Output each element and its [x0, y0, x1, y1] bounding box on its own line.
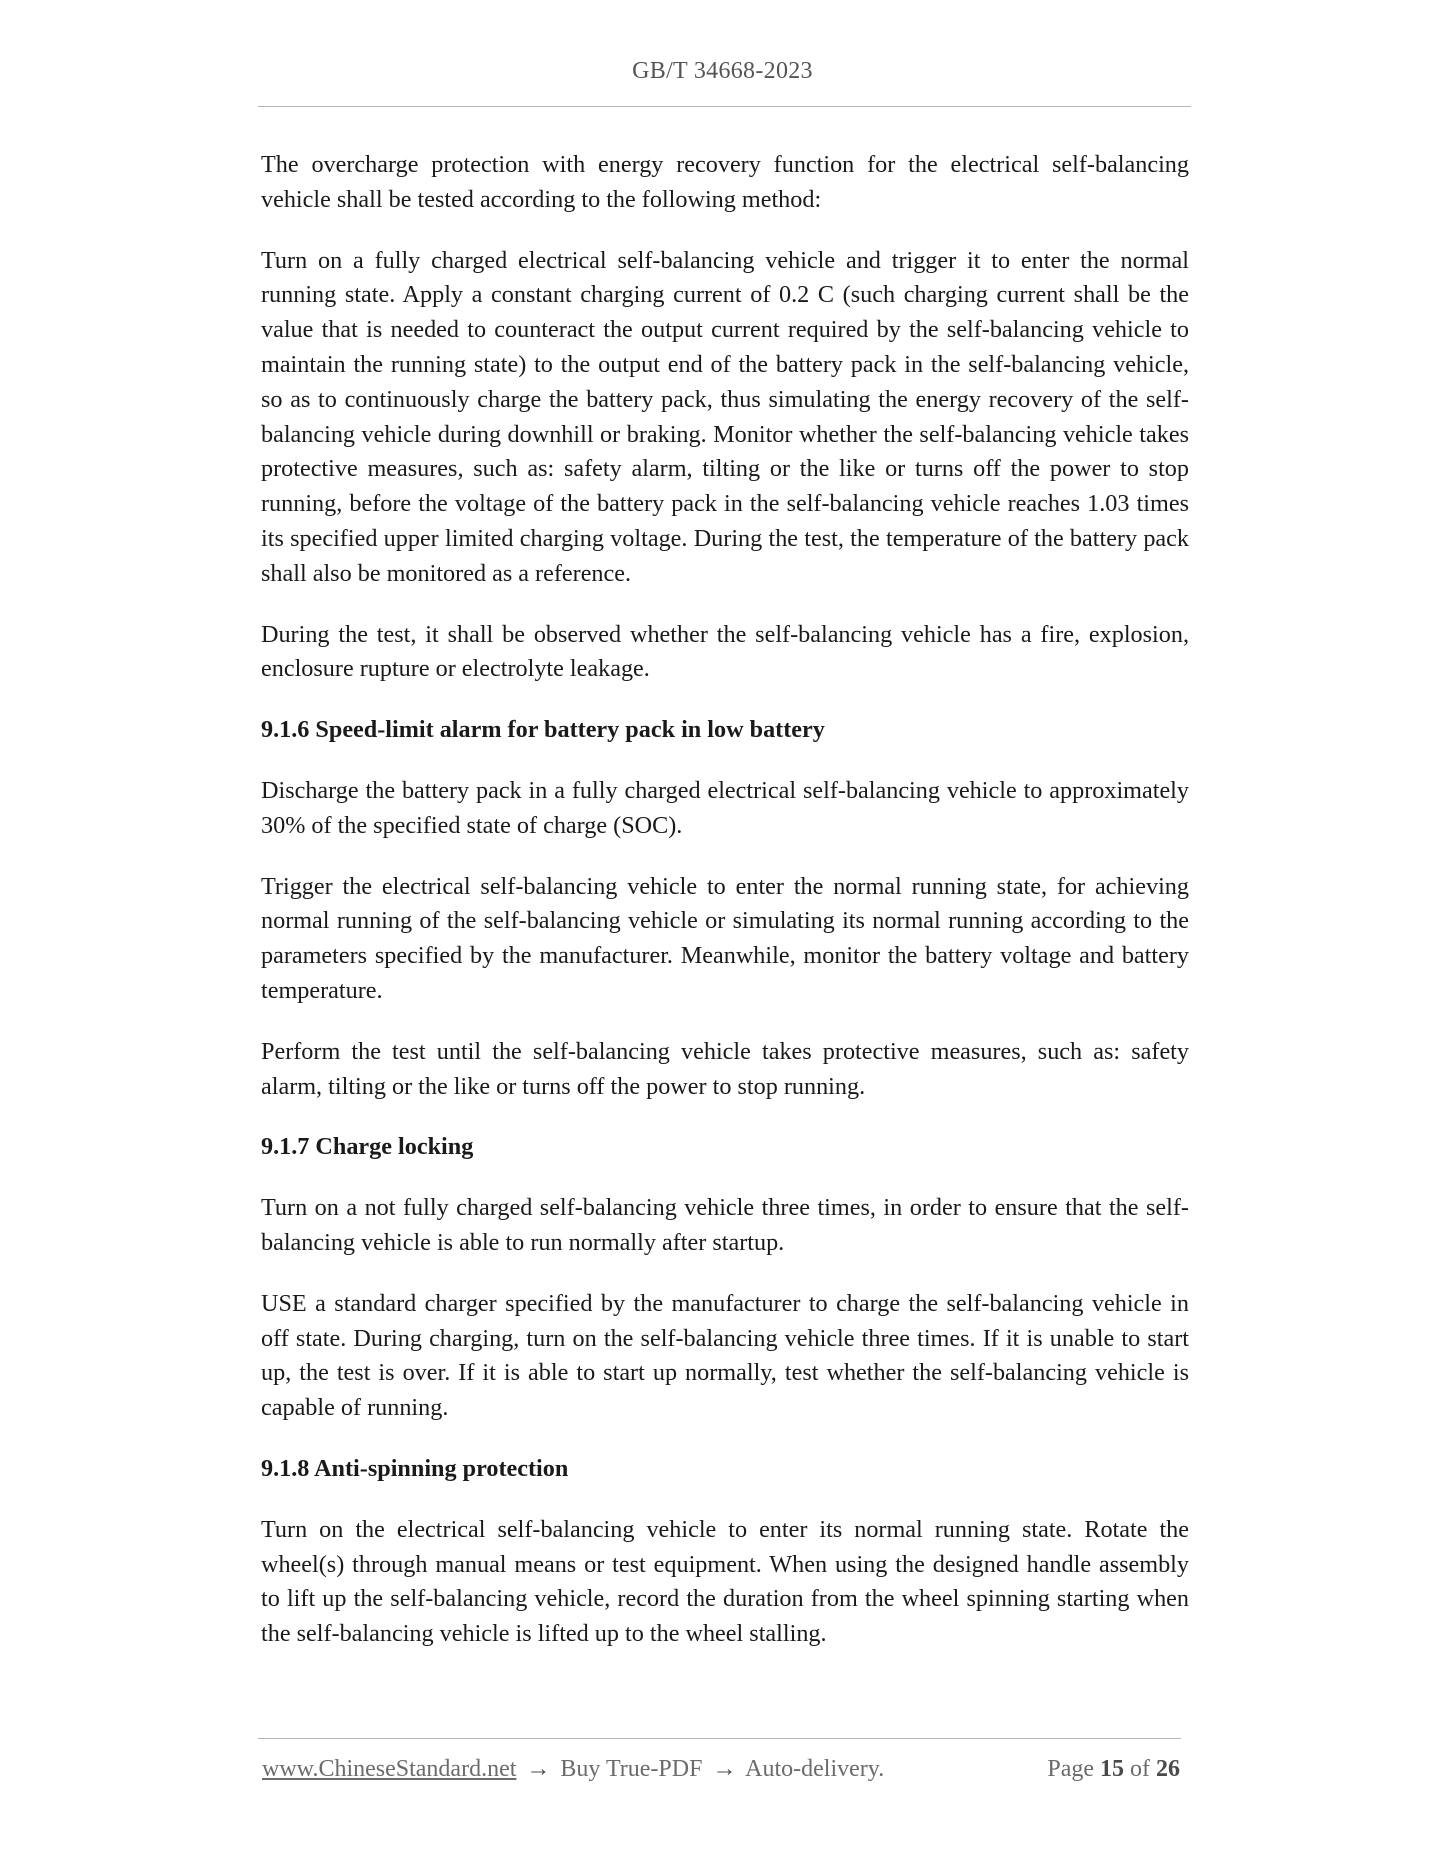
paragraph-standard-charger: USE a standard charger specified by the manufacturer to charge the self-balancing vehicle in off state. During charging, turn on the self-balancing vehicle three times. If it is unable to start up, the test is over. If it is able to start up normally, test whether the self-balancing vehicle is capable of running. — [261, 1289, 1189, 1422]
paragraph-overcharge-intro: The overcharge protection with energy recovery function for the electrical self-balancing vehicle shall be tested according to the following method: — [261, 151, 1189, 213]
paragraph-turn-on-three-times: Turn on a not fully charged self-balancing vehicle three times, in order to ensure that the self-balancing vehicle is able to run normally after startup. — [261, 1194, 1189, 1256]
section-heading-9-1-7: 9.1.7 Charge locking — [261, 1133, 474, 1161]
right-arrow-icon: → — [526, 1756, 551, 1782]
footer-promo — [262, 1756, 884, 1783]
page-current: 15 — [1100, 1756, 1124, 1782]
paragraph-discharge: Discharge the battery pack in a fully charged electrical self-balancing vehicle to approximately 30% of the specified state of charge (SOC). — [261, 776, 1189, 839]
paragraph-overcharge-method: Turn on a fully charged electrical self-balancing vehicle and trigger it to enter the normal running state. Apply a constant charging current of 0.2 C (such charging current shall be the value that is needed to counteract the output current required by the self-balancing vehicle to maintain the running state) to the output end of the battery pack in the self-balancing vehicle, so as to continuously charge the battery pack, thus simulating the energy recovery of the self-balancing vehicle during downhill or braking. Monitor whether the self-balancing vehicle takes protective measures, such as: safety alarm, tilting or the like or turns off the power to stop running, before the voltage of the battery pack in the self-balancing vehicle reaches 1.03 times its specified upper limited charging voltage. During the test, the temperature of the battery pack shall also be monitored as a reference. — [261, 246, 1189, 587]
paragraph-anti-spinning: Turn on the electrical self-balancing vehicle to enter its normal running state. Rotate the wheel(s) through manual means or test equipment. When using the designed handle assembly to lift up the self-balancing vehicle, record the duration from the wheel spinning starting when the self-balancing vehicle is lifted up to the wheel stalling. — [261, 1515, 1189, 1648]
buy-true-pdf-text: Buy True-PDF — [560, 1756, 703, 1782]
section-heading-9-1-6: 9.1.6 Speed-limit alarm for battery pack in low battery — [261, 716, 825, 744]
header-divider — [258, 106, 1191, 107]
auto-delivery-text: Auto-delivery. — [745, 1756, 885, 1782]
section-heading-9-1-8: 9.1.8 Anti-spinning protection — [261, 1454, 569, 1482]
page-label: Page — [1047, 1756, 1094, 1782]
site-link[interactable]: www.ChineseStandard.net — [262, 1756, 517, 1782]
paragraph-trigger-running: Trigger the electrical self-balancing vehicle to enter the normal running state, for achieving normal running of the self-balancing vehicle or simulating its normal running according to the parameters specified by the manufacturer. Meanwhile, monitor the battery voltage and battery temperature. — [261, 872, 1189, 1004]
paragraph-perform-test: Perform the test until the self-balancing vehicle takes protective measures, such as: safety alarm, tilting or the like or turns off the power to stop running. — [261, 1037, 1189, 1100]
page-number — [1047, 1756, 1180, 1783]
document-code-header: GB/T 34668-2023 — [632, 58, 813, 84]
paragraph-overcharge-observation: During the test, it shall be observed whether the self-balancing vehicle has a fire, explosion, enclosure rupture or electrolyte leakage. — [261, 620, 1189, 683]
footer-divider — [258, 1738, 1181, 1739]
page-of-label: of — [1130, 1756, 1150, 1782]
page-footer — [262, 1756, 1180, 1790]
page-total: 26 — [1156, 1756, 1180, 1782]
document-body — [261, 148, 1189, 1678]
right-arrow-icon: → — [712, 1756, 737, 1782]
